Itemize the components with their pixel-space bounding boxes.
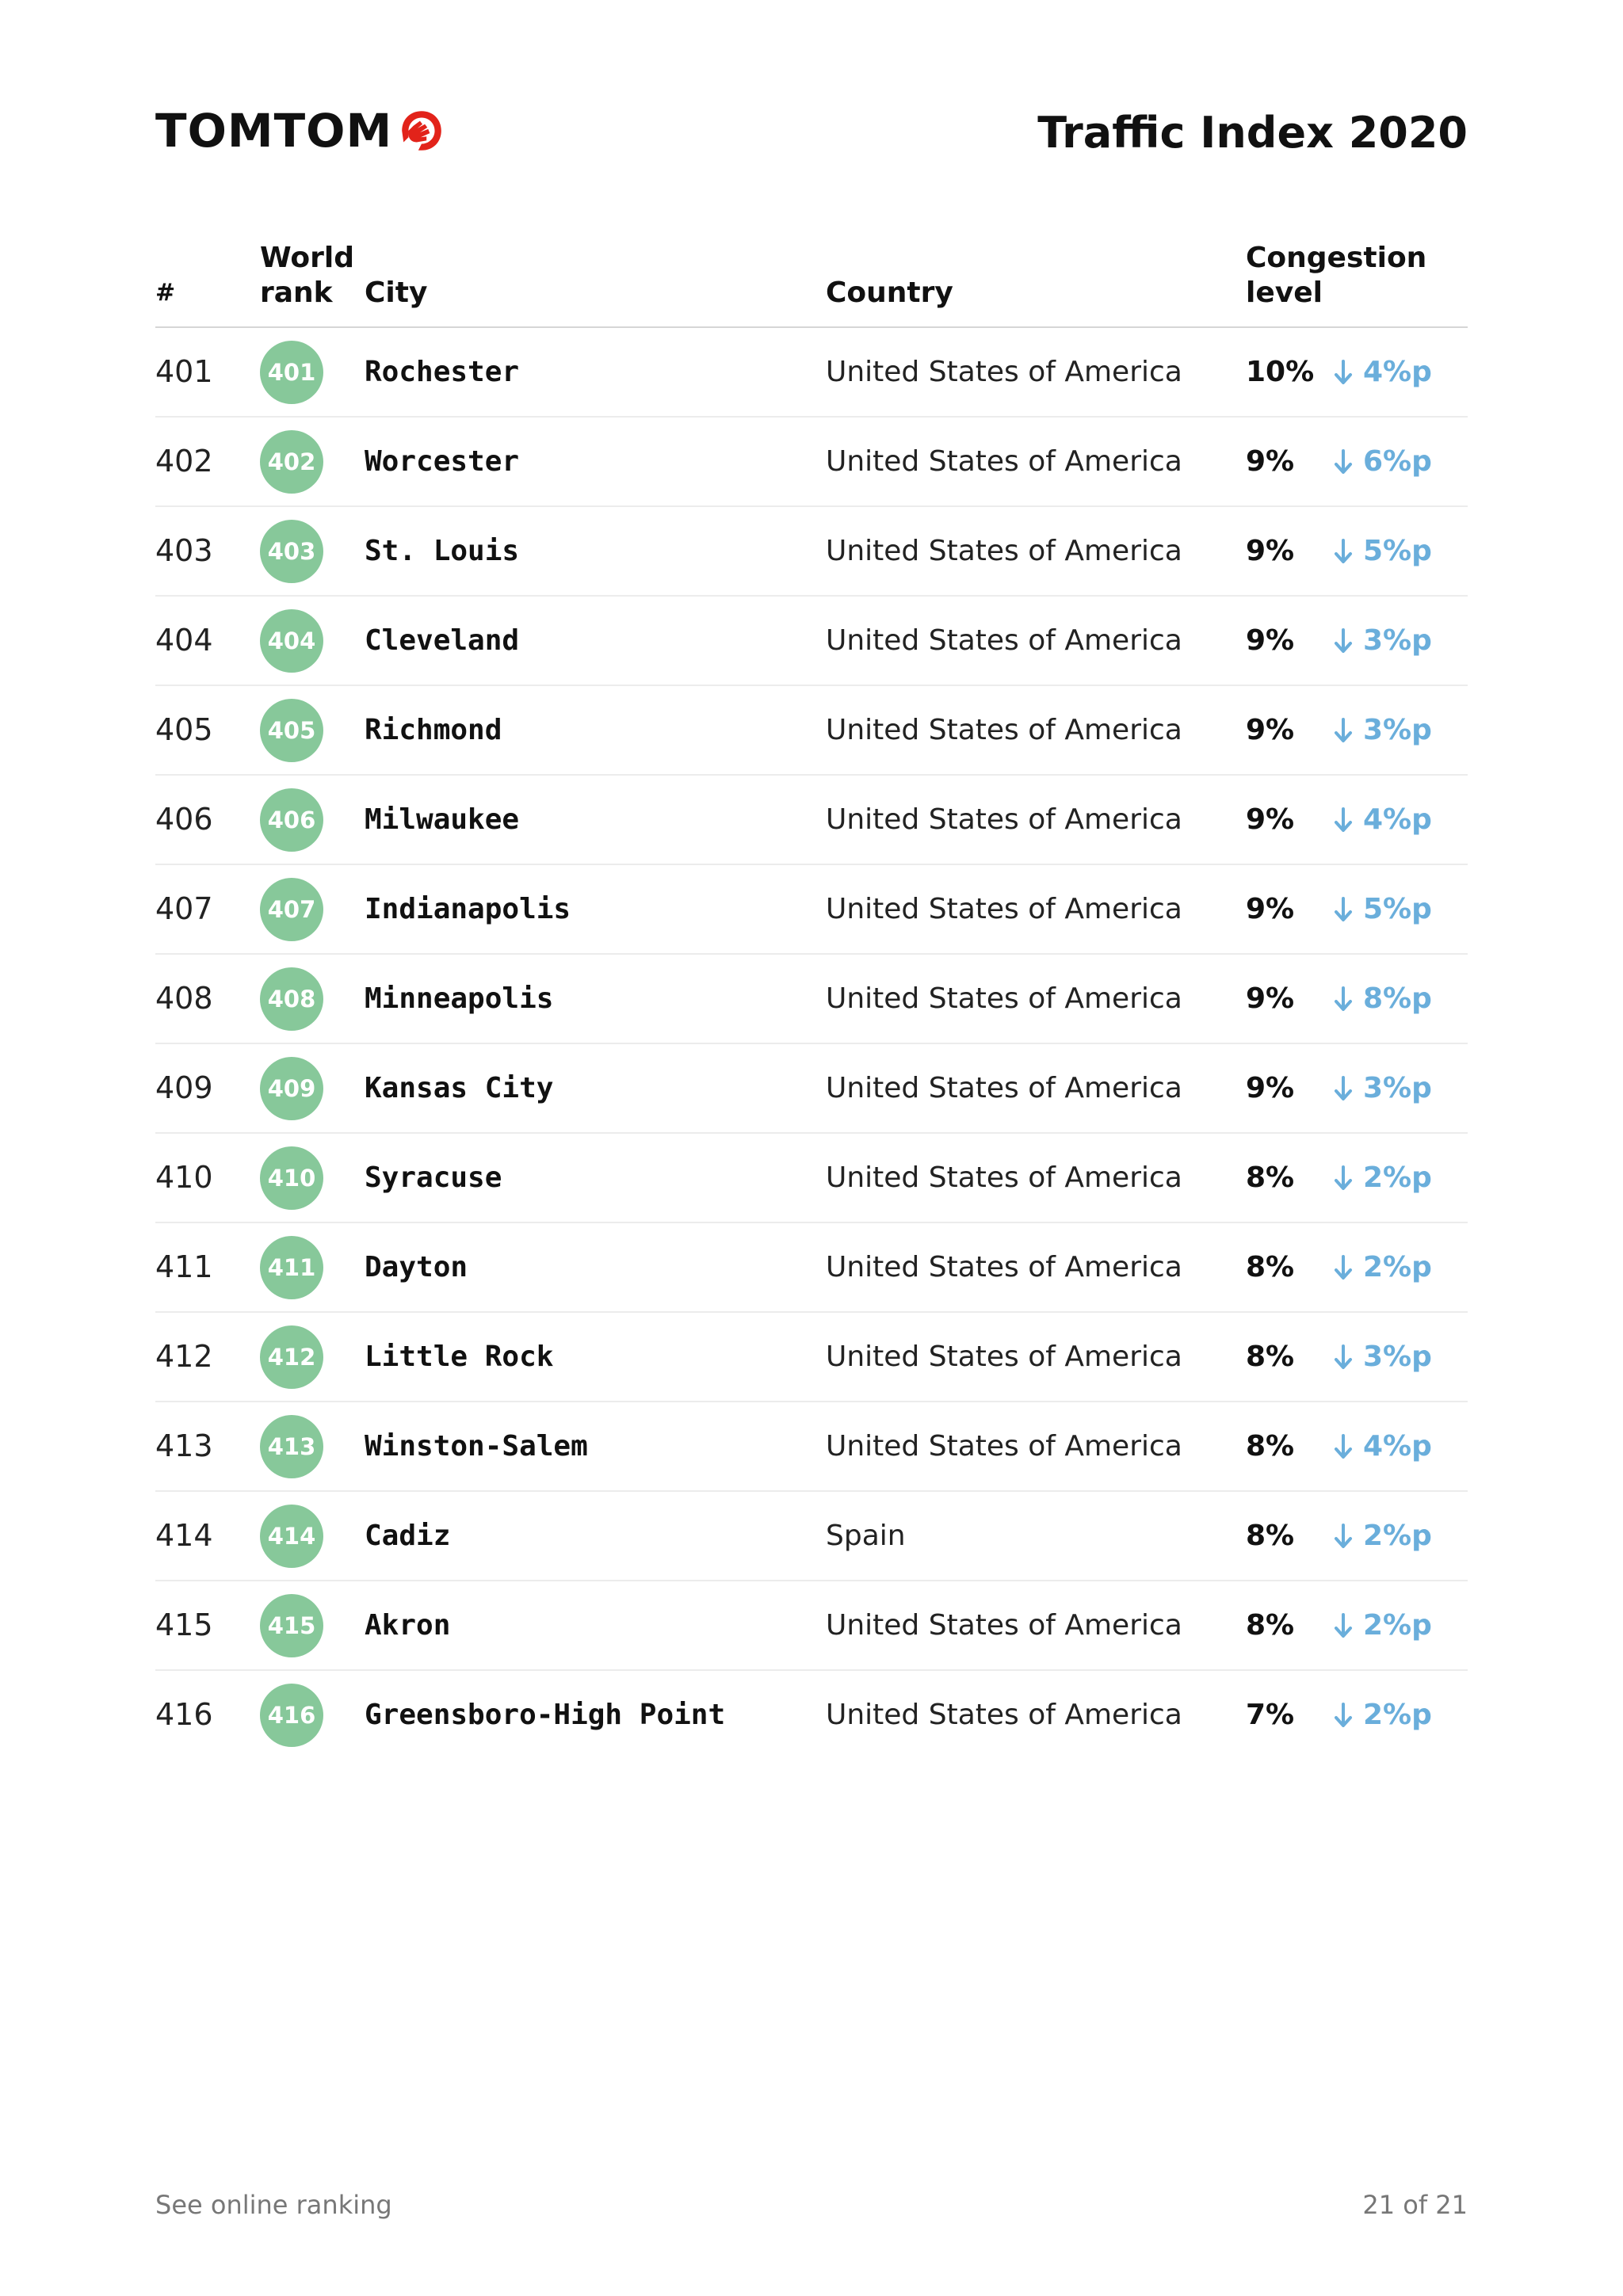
world-rank-badge: 413 bbox=[260, 1415, 323, 1478]
congestion-change-value: 4%p bbox=[1363, 1430, 1432, 1463]
table-row bbox=[155, 1671, 1468, 1759]
arrow-down-icon bbox=[1333, 359, 1354, 386]
country-name: United States of America bbox=[826, 445, 1182, 478]
world-rank-badge: 407 bbox=[260, 878, 323, 941]
congestion-level: 8% bbox=[1246, 1251, 1295, 1283]
congestion-level: 9% bbox=[1246, 1072, 1295, 1104]
table-row bbox=[155, 1492, 1468, 1581]
row-number: 415 bbox=[155, 1608, 213, 1642]
city-name: Cleveland bbox=[365, 624, 520, 657]
row-number: 410 bbox=[155, 1160, 213, 1195]
arrow-down-icon bbox=[1333, 807, 1354, 833]
row-number: 409 bbox=[155, 1070, 213, 1105]
congestion-change bbox=[1333, 1671, 1432, 1759]
ranking-table bbox=[155, 235, 1468, 1759]
city-name: Worcester bbox=[365, 445, 520, 478]
world-rank-badge: 414 bbox=[260, 1505, 323, 1568]
arrow-down-icon bbox=[1333, 1075, 1354, 1102]
country-name: United States of America bbox=[826, 1430, 1182, 1463]
congestion-level: 10% bbox=[1246, 356, 1315, 388]
country-name: United States of America bbox=[826, 1699, 1182, 1731]
congestion-level: 8% bbox=[1246, 1161, 1295, 1194]
world-rank-badge: 404 bbox=[260, 609, 323, 673]
arrow-down-icon bbox=[1333, 896, 1354, 923]
document-title: Traffic Index 2020 bbox=[1037, 108, 1468, 158]
world-rank-label-line1: World bbox=[260, 242, 355, 274]
world-rank-badge: 401 bbox=[260, 341, 323, 404]
row-number: 401 bbox=[155, 354, 213, 389]
world-rank-badge: 408 bbox=[260, 967, 323, 1031]
congestion-change bbox=[1333, 955, 1432, 1043]
table-body bbox=[155, 328, 1468, 1759]
congestion-level: 7% bbox=[1246, 1699, 1295, 1731]
city-name: Dayton bbox=[365, 1251, 468, 1283]
row-number: 411 bbox=[155, 1249, 213, 1284]
congestion-level: 8% bbox=[1246, 1341, 1295, 1373]
congestion-level: 9% bbox=[1246, 893, 1295, 925]
world-rank-label-line2: rank bbox=[260, 277, 333, 309]
arrow-down-icon bbox=[1333, 538, 1354, 565]
congestion-change-value: 8%p bbox=[1363, 982, 1432, 1015]
world-rank-badge: 412 bbox=[260, 1325, 323, 1389]
country-name: United States of America bbox=[826, 803, 1182, 836]
country-name: United States of America bbox=[826, 982, 1182, 1015]
congestion-change bbox=[1333, 686, 1432, 774]
row-number: 413 bbox=[155, 1428, 213, 1463]
congestion-change bbox=[1333, 507, 1432, 595]
congestion-change bbox=[1333, 1134, 1432, 1222]
congestion-change-value: 5%p bbox=[1363, 893, 1432, 925]
row-number: 403 bbox=[155, 533, 213, 568]
congestion-level: 9% bbox=[1246, 714, 1295, 746]
country-name: United States of America bbox=[826, 893, 1182, 925]
congestion-change bbox=[1333, 1581, 1432, 1669]
see-online-ranking-link[interactable]: See online ranking bbox=[155, 2190, 392, 2220]
congestion-change-value: 4%p bbox=[1363, 356, 1432, 388]
congestion-change-value: 6%p bbox=[1363, 445, 1432, 478]
congestion-change bbox=[1333, 597, 1432, 685]
row-number: 416 bbox=[155, 1697, 213, 1732]
page-number: 21 of 21 bbox=[1362, 2190, 1468, 2220]
table-row bbox=[155, 686, 1468, 776]
table-row bbox=[155, 1134, 1468, 1223]
country-name: United States of America bbox=[826, 1251, 1182, 1283]
country-name: United States of America bbox=[826, 714, 1182, 746]
table-row bbox=[155, 865, 1468, 955]
arrow-down-icon bbox=[1333, 1254, 1354, 1281]
country-name: United States of America bbox=[826, 1161, 1182, 1194]
congestion-level: 9% bbox=[1246, 535, 1295, 567]
arrow-down-icon bbox=[1333, 1523, 1354, 1550]
table-row bbox=[155, 1223, 1468, 1313]
world-rank-badge: 409 bbox=[260, 1057, 323, 1120]
world-rank-badge: 403 bbox=[260, 520, 323, 583]
city-name: Akron bbox=[365, 1609, 451, 1642]
congestion-change-value: 3%p bbox=[1363, 1341, 1432, 1373]
column-header-congestion-level: Congestion level bbox=[1246, 242, 1427, 309]
country-name: United States of America bbox=[826, 535, 1182, 567]
world-rank-badge: 415 bbox=[260, 1594, 323, 1657]
congestion-change bbox=[1333, 1044, 1432, 1132]
city-name: Minneapolis bbox=[365, 982, 554, 1015]
city-name: Kansas City bbox=[365, 1072, 554, 1104]
congestion-change-value: 5%p bbox=[1363, 535, 1432, 567]
congestion-change-value: 2%p bbox=[1363, 1251, 1432, 1283]
congestion-change-value: 2%p bbox=[1363, 1161, 1432, 1194]
row-number: 402 bbox=[155, 444, 213, 479]
arrow-down-icon bbox=[1333, 1165, 1354, 1192]
congestion-change-value: 3%p bbox=[1363, 714, 1432, 746]
world-rank-badge: 416 bbox=[260, 1684, 323, 1747]
city-name: Greensboro-High Point bbox=[365, 1699, 726, 1731]
row-number: 412 bbox=[155, 1339, 213, 1374]
congestion-level: 9% bbox=[1246, 445, 1295, 478]
arrow-down-icon bbox=[1333, 1344, 1354, 1371]
congestion-level: 9% bbox=[1246, 803, 1295, 836]
row-number: 406 bbox=[155, 802, 213, 837]
tomtom-hand-icon bbox=[397, 106, 446, 155]
world-rank-badge: 410 bbox=[260, 1146, 323, 1210]
congestion-change bbox=[1333, 328, 1432, 416]
row-number: 407 bbox=[155, 891, 213, 926]
country-name: United States of America bbox=[826, 356, 1182, 388]
table-row bbox=[155, 776, 1468, 865]
page-header bbox=[155, 101, 1468, 165]
city-name: St. Louis bbox=[365, 535, 520, 567]
column-header-number: # bbox=[155, 279, 176, 307]
row-number: 405 bbox=[155, 712, 213, 747]
city-name: Little Rock bbox=[365, 1341, 554, 1373]
country-name: Spain bbox=[826, 1520, 906, 1552]
congestion-change-value: 2%p bbox=[1363, 1609, 1432, 1642]
congestion-level: 8% bbox=[1246, 1430, 1295, 1463]
table-row bbox=[155, 1313, 1468, 1402]
city-name: Rochester bbox=[365, 356, 520, 388]
logo-text: TOMTOM bbox=[155, 104, 393, 158]
congestion-change bbox=[1333, 776, 1432, 864]
congestion-change-value: 3%p bbox=[1363, 624, 1432, 657]
table-row bbox=[155, 597, 1468, 686]
arrow-down-icon bbox=[1333, 1612, 1354, 1639]
congestion-change-value: 3%p bbox=[1363, 1072, 1432, 1104]
city-name: Richmond bbox=[365, 714, 502, 746]
congestion-change-value: 4%p bbox=[1363, 803, 1432, 836]
table-row bbox=[155, 507, 1468, 597]
congestion-change bbox=[1333, 418, 1432, 505]
arrow-down-icon bbox=[1333, 1702, 1354, 1729]
country-name: United States of America bbox=[826, 1072, 1182, 1104]
congestion-change bbox=[1333, 1313, 1432, 1401]
column-header-country: Country bbox=[826, 277, 953, 309]
world-rank-badge: 411 bbox=[260, 1236, 323, 1299]
congestion-change-value: 2%p bbox=[1363, 1699, 1432, 1731]
congestion-level: 9% bbox=[1246, 624, 1295, 657]
congestion-change bbox=[1333, 865, 1432, 953]
tomtom-logo bbox=[155, 104, 446, 158]
table-row bbox=[155, 955, 1468, 1044]
table-row bbox=[155, 1044, 1468, 1134]
congestion-change bbox=[1333, 1402, 1432, 1490]
city-name: Winston-Salem bbox=[365, 1430, 588, 1463]
world-rank-badge: 405 bbox=[260, 699, 323, 762]
city-name: Syracuse bbox=[365, 1161, 502, 1194]
city-name: Milwaukee bbox=[365, 803, 520, 836]
row-number: 408 bbox=[155, 981, 213, 1016]
table-row bbox=[155, 1581, 1468, 1671]
congestion-change bbox=[1333, 1492, 1432, 1580]
country-name: United States of America bbox=[826, 1609, 1182, 1642]
congestion-level: 9% bbox=[1246, 982, 1295, 1015]
column-header-city: City bbox=[365, 277, 428, 309]
congestion-change-value: 2%p bbox=[1363, 1520, 1432, 1552]
table-row bbox=[155, 328, 1468, 418]
row-number: 404 bbox=[155, 623, 213, 658]
city-name: Cadiz bbox=[365, 1520, 451, 1552]
arrow-down-icon bbox=[1333, 717, 1354, 744]
world-rank-badge: 402 bbox=[260, 430, 323, 494]
table-header bbox=[155, 235, 1468, 328]
arrow-down-icon bbox=[1333, 448, 1354, 475]
arrow-down-icon bbox=[1333, 1433, 1354, 1460]
arrow-down-icon bbox=[1333, 986, 1354, 1013]
congestion-level: 8% bbox=[1246, 1520, 1295, 1552]
table-row bbox=[155, 1402, 1468, 1492]
world-rank-badge: 406 bbox=[260, 788, 323, 852]
congestion-change bbox=[1333, 1223, 1432, 1311]
city-name: Indianapolis bbox=[365, 893, 571, 925]
country-name: United States of America bbox=[826, 624, 1182, 657]
congestion-level: 8% bbox=[1246, 1609, 1295, 1642]
row-number: 414 bbox=[155, 1518, 213, 1553]
arrow-down-icon bbox=[1333, 627, 1354, 654]
country-name: United States of America bbox=[826, 1341, 1182, 1373]
column-header-world-rank bbox=[260, 241, 354, 311]
table-row bbox=[155, 418, 1468, 507]
